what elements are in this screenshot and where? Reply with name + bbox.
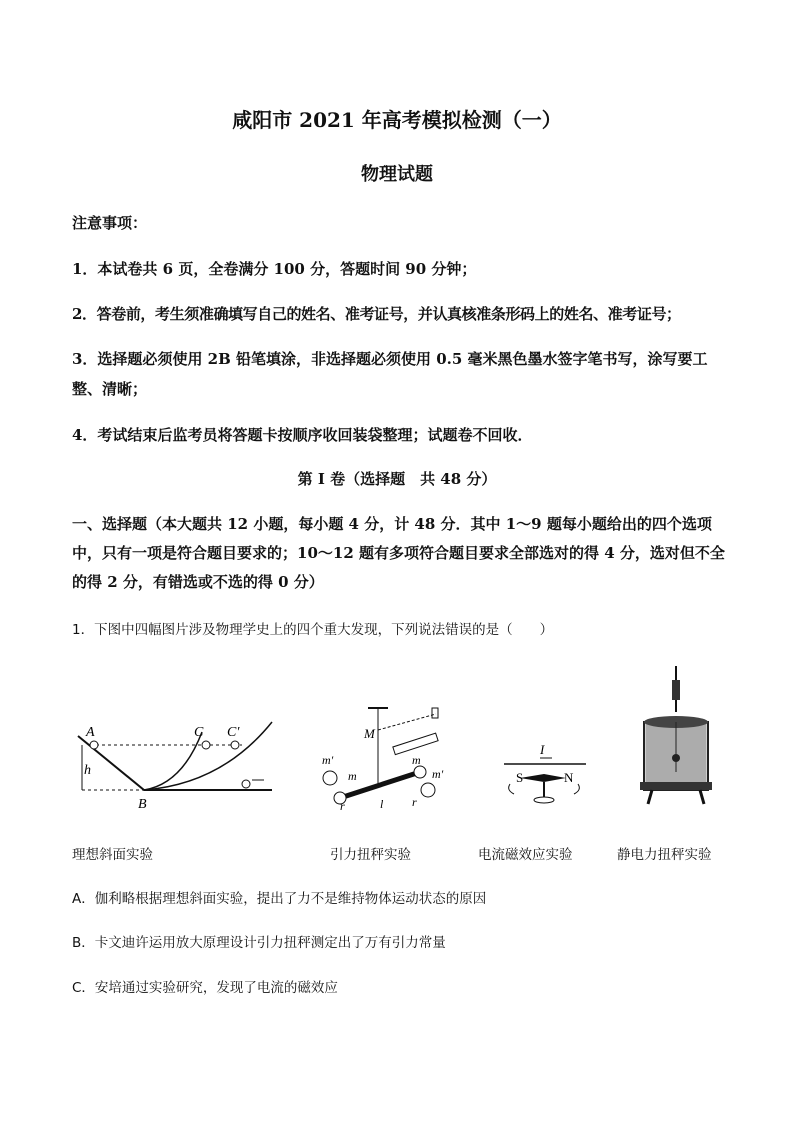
caption-torsion: 引力扭秤实验 bbox=[330, 847, 411, 863]
label-r-right: r bbox=[412, 795, 417, 809]
label-m-upper: M bbox=[364, 726, 375, 741]
notice-item-3: 3．选择题必须使用 2B 铅笔填涂，非选择题必须使用 0.5 毫米黑色墨水签字笔书写，涂写要工 bbox=[72, 350, 708, 368]
exam-subtitle: 物理试题 bbox=[361, 164, 433, 185]
caption-magnetic: 电流磁效应实验 bbox=[478, 847, 573, 863]
notice-item-3-cont: 整、清晰； bbox=[72, 380, 148, 398]
notice-heading: 注意事项： bbox=[72, 214, 148, 232]
section-intro: 一、选择题（本大题共 12 小题，每小题 4 分，计 48 分．其中 1～9 题每小题给出的四个选项中，只有一项是符合题目要求的；10～12 题有多项符合题目要求全部选对的得 4 分，选对但不全的得 2 分，有错选或不选的得 0 分） bbox=[72, 515, 725, 591]
magnetic-effect-figure bbox=[500, 740, 590, 810]
incline-figure bbox=[72, 712, 282, 812]
label-m-left: m bbox=[348, 769, 357, 783]
label-i: I bbox=[540, 742, 545, 757]
label-s: S bbox=[516, 770, 524, 785]
caption-incline: 理想斜面实验 bbox=[72, 847, 153, 863]
option-b: B．卡文迪许运用放大原理设计引力扭秤测定出了万有引力常量 bbox=[72, 935, 446, 951]
exam-title: 咸阳市 2021 年高考模拟检测（一） bbox=[232, 108, 562, 132]
label-c-prime: C′ bbox=[227, 725, 240, 740]
label-m-right: m bbox=[412, 753, 421, 767]
label-n: N bbox=[564, 770, 574, 785]
label-b: B bbox=[138, 797, 147, 812]
label-m-prime-right: m′ bbox=[432, 767, 444, 781]
notice-item-2: 2．答卷前，考生须准确填写自己的姓名、准考证号，并认真核准条形码上的姓名、准考证号； bbox=[72, 305, 681, 323]
label-l: l bbox=[380, 797, 384, 810]
electrostatic-balance-figure bbox=[632, 662, 712, 807]
label-c: C bbox=[194, 725, 204, 740]
label-h: h bbox=[84, 763, 91, 778]
label-m-prime-left: m′ bbox=[322, 753, 334, 767]
section-title: 第 I 卷（选择题 共 48 分） bbox=[297, 470, 497, 488]
caption-electrostatic: 静电力扭秤实验 bbox=[617, 847, 712, 863]
label-r-left: r bbox=[340, 799, 345, 810]
torsion-balance-figure bbox=[318, 700, 448, 810]
question-1-stem: 1．下图中四幅图片涉及物理学史上的四个重大发现，下列说法错误的是（ ） bbox=[72, 622, 554, 638]
notice-item-1: 1．本试卷共 6 页，全卷满分 100 分，答题时间 90 分钟； bbox=[72, 260, 477, 278]
label-a: A bbox=[86, 725, 95, 740]
notice-item-4: 4．考试结束后监考员将答题卡按顺序收回装袋整理；试题卷不回收． bbox=[72, 426, 533, 444]
option-c: C．安培通过实验研究，发现了电流的磁效应 bbox=[72, 980, 338, 996]
option-a: A．伽利略根据理想斜面实验，提出了力不是维持物体运动状态的原因 bbox=[72, 891, 487, 907]
